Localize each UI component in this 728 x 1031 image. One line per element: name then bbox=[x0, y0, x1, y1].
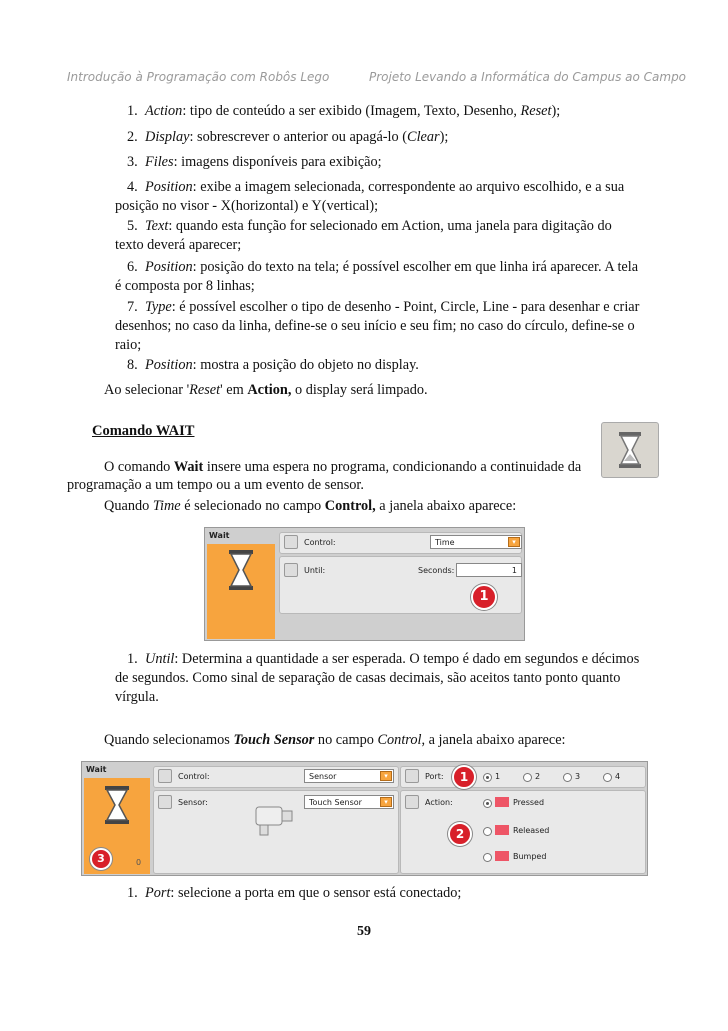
action-icon bbox=[405, 795, 419, 809]
action-radio[interactable] bbox=[483, 827, 492, 836]
chevron-down-icon: ▾ bbox=[380, 771, 392, 781]
control-row bbox=[153, 766, 399, 788]
hourglass-small-icon bbox=[284, 563, 298, 577]
wait-time-panel bbox=[204, 527, 525, 641]
list-item: 1. Until: Determina a quantidade a ser esperada. O tempo é dado em segundos e décimos de segundos. Como sinal de separação de casas decimais, são aceitos tanto ponto quanto vírgula. bbox=[115, 651, 640, 705]
list-item: 4. Position: exibe a imagem selecionada, correspondente ao arquivo escolhido, e a sua posição no visor - X(horizontal) e Y(vertical); bbox=[115, 179, 625, 214]
corner-value: 0 bbox=[136, 858, 142, 867]
action-option: Released bbox=[513, 826, 550, 835]
list-item: 2. Display: sobrescrever o anterior ou apagá-lo (Clear); bbox=[127, 129, 449, 145]
hourglass-icon bbox=[101, 784, 133, 826]
list-item: 6. Position: posição do texto na tela; é possível escolher em que linha irá aparecer. A tela é composta por 8 linhas; bbox=[115, 259, 639, 294]
seconds-label: Seconds: bbox=[418, 566, 455, 575]
control-row bbox=[279, 532, 522, 554]
seconds-input[interactable]: 1 bbox=[456, 563, 522, 577]
list-item: 5. Text: quando esta função for selecionado em Action, uma janela para digitação do texto deverá aparecer; bbox=[115, 218, 612, 253]
touch-intro: Quando selecionamos Touch Sensor no campo Control, a janela abaixo aparece: bbox=[104, 732, 566, 748]
callout-badge: 1 bbox=[471, 584, 497, 610]
action-row bbox=[400, 790, 646, 874]
bumped-icon bbox=[495, 851, 509, 861]
panel-title: Wait bbox=[86, 765, 107, 774]
released-icon bbox=[495, 825, 509, 835]
control-label: Control: bbox=[304, 538, 336, 547]
list-item: 1. Port: selecione a porta em que o sensor está conectado; bbox=[127, 885, 462, 901]
callout-badge: 1 bbox=[452, 765, 476, 789]
port-label: Port: bbox=[425, 772, 444, 781]
touch-sensor-icon bbox=[246, 801, 298, 837]
pressed-icon bbox=[495, 797, 509, 807]
callout-badge: 2 bbox=[448, 822, 472, 846]
callout-badge: 3 bbox=[90, 848, 112, 870]
action-radio[interactable] bbox=[483, 853, 492, 862]
sensor-icon bbox=[158, 795, 172, 809]
header-right: Projeto Levando a Informática do Campus ao Campo bbox=[369, 70, 687, 84]
sensor-select[interactable]: Touch Sensor ▾ bbox=[304, 795, 394, 809]
until-label: Until: bbox=[304, 566, 326, 575]
sensor-label: Sensor: bbox=[178, 798, 208, 807]
control-select[interactable]: Time ▾ bbox=[430, 535, 522, 549]
action-option: Bumped bbox=[513, 852, 547, 861]
port-option: 1 bbox=[495, 772, 501, 781]
list-item: 3. Files: imagens disponíveis para exibição; bbox=[127, 154, 382, 170]
list-item: 8. Position: mostra a posição do objeto no display. bbox=[127, 357, 419, 373]
control-icon bbox=[284, 535, 298, 549]
control-icon bbox=[158, 769, 172, 783]
control-label: Control: bbox=[178, 772, 210, 781]
chevron-down-icon: ▾ bbox=[380, 797, 392, 807]
chevron-down-icon: ▾ bbox=[508, 537, 520, 547]
port-radio[interactable] bbox=[483, 773, 492, 782]
control-select[interactable]: Sensor ▾ bbox=[304, 769, 394, 783]
port-option: 2 bbox=[535, 772, 541, 781]
wait-intro-line2: programação a um tempo ou a um evento de sensor. bbox=[67, 477, 364, 493]
port-radio[interactable] bbox=[523, 773, 532, 782]
action-radio[interactable] bbox=[483, 799, 492, 808]
wait-touch-panel bbox=[81, 761, 648, 876]
panel-title: Wait bbox=[209, 531, 230, 540]
port-icon bbox=[405, 769, 419, 783]
action-label: Action: bbox=[425, 798, 453, 807]
wait-block-icon bbox=[601, 422, 659, 478]
wait-intro: O comando Wait insere uma espera no programa, condicionando a continuidade da bbox=[104, 459, 582, 475]
list-item: 1. Action: tipo de conteúdo a ser exibido (Imagem, Texto, Desenho, Reset); bbox=[127, 103, 561, 119]
section-title: Comando WAIT bbox=[92, 423, 195, 439]
page-number: 59 bbox=[357, 924, 371, 939]
reset-note: Ao selecionar 'Reset' em Action, o display será limpado. bbox=[104, 382, 428, 398]
port-option: 3 bbox=[575, 772, 581, 781]
sensor-row bbox=[153, 790, 399, 874]
list-item: 7. Type: é possível escolher o tipo de desenho - Point, Circle, Line - para desenhar e criar desenhos; no caso da linha, define-se o seu início e seu fim; no caso do círculo, define-se o raio; bbox=[115, 299, 640, 353]
port-radio[interactable] bbox=[563, 773, 572, 782]
time-intro: Quando Time é selecionado no campo Control, a janela abaixo aparece: bbox=[104, 498, 517, 514]
hourglass-icon bbox=[225, 548, 257, 592]
action-option: Pressed bbox=[513, 798, 545, 807]
header-left: Introdução à Programação com Robôs Lego bbox=[67, 70, 330, 84]
port-row bbox=[400, 766, 646, 788]
port-radio[interactable] bbox=[603, 773, 612, 782]
port-option: 4 bbox=[615, 772, 621, 781]
